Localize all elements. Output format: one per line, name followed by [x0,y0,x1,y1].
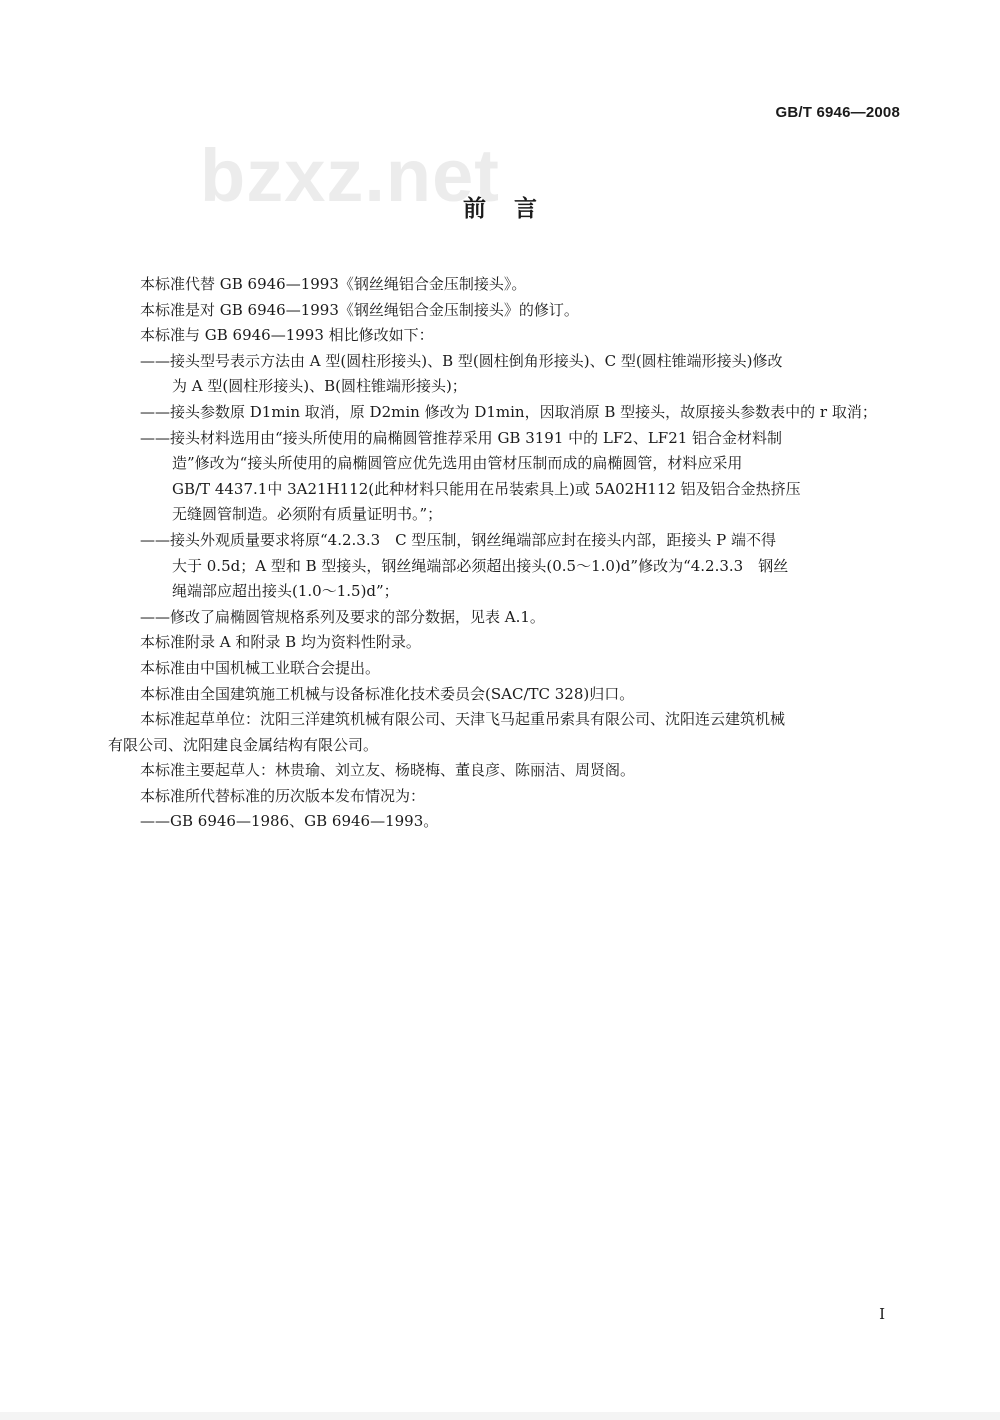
text-line: 本标准与 GB 6946—1993 相比修改如下： [140,326,434,345]
text-line: 无缝圆管制造。必须附有质量证明书。”； [172,505,443,524]
text-line: ——修改了扁椭圆管规格系列及要求的部分数据，见表 A.1。 [140,607,545,626]
text-line: 绳端部应超出接头(1.0～1.5)d”； [172,582,399,601]
text-line: 造”修改为“接头所使用的扁椭圆管应优先选用由管材压制而成的扁椭圆管，材料应采用 [172,454,743,473]
page-number: I [879,1305,885,1323]
foreword-body [108,272,900,835]
text-line: 本标准主要起草人：林贵瑜、刘立友、杨晓梅、董良彦、陈丽洁、周贤阁。 [140,761,636,780]
text-line: 为 A 型(圆柱形接头)、B(圆柱锥端形接头)； [172,377,467,396]
text-line: 本标准附录 A 和附录 B 均为资料性附录。 [140,633,421,652]
text-line: 本标准是对 GB 6946—1993《钢丝绳铝合金压制接头》的修订。 [140,300,579,319]
text-line: ——接头外观质量要求将原“4.2.3.3 C 型压制，钢丝绳端部应封在接头内部，距接头 P 端不得 [140,530,777,549]
text-line: 本标准所代替标准的历次版本发布情况为： [140,786,426,805]
text-line: 本标准代替 GB 6946—1993《钢丝绳铝合金压制接头》。 [140,275,527,293]
text-line: 本标准起草单位：沈阳三洋建筑机械有限公司、天津飞马起重吊索具有限公司、沈阳连云建筑机械 [140,710,786,729]
text-line: 本标准由全国建筑施工机械与设备标准化技术委员会(SAC/TC 328)归口。 [140,684,635,703]
text-line: ——接头材料选用由“接头所使用的扁椭圆管推荐采用 GB 3191 中的 LF2、LF21 铝合金材料制 [140,428,783,447]
text-line: GB/T 4437.1中 3A21H112(此种材料只能用在吊装索具上)或 5A02H112 铝及铝合金热挤压 [172,479,801,498]
text-line: ——接头型号表示方法由 A 型(圆柱形接头)、B 型(圆柱倒角形接头)、C 型(圆柱锥端形接头)修改 [140,351,783,370]
standard-code: GB/T 6946—2008 [775,104,900,121]
page-bottom-edge [0,1412,1000,1420]
text-line: 本标准由中国机械工业联合会提出。 [140,658,381,677]
watermark: bzxz.net [200,134,500,217]
text-line: 有限公司、沈阳建良金属结构有限公司。 [108,735,379,754]
text-line: 大于 0.5d；A 型和 B 型接头，钢丝绳端部必须超出接头(0.5～1.0)d”修改为“4.2.3.3 钢丝 [172,556,789,575]
text-line: ——GB 6946—1986、GB 6946—1993。 [140,812,439,831]
page-title: 前言 [463,196,565,222]
text-line: ——接头参数原 D1min 取消，原 D2min 修改为 D1min，因取消原 B 型接头，故原接头参数表中的 r 取消； [140,402,877,421]
